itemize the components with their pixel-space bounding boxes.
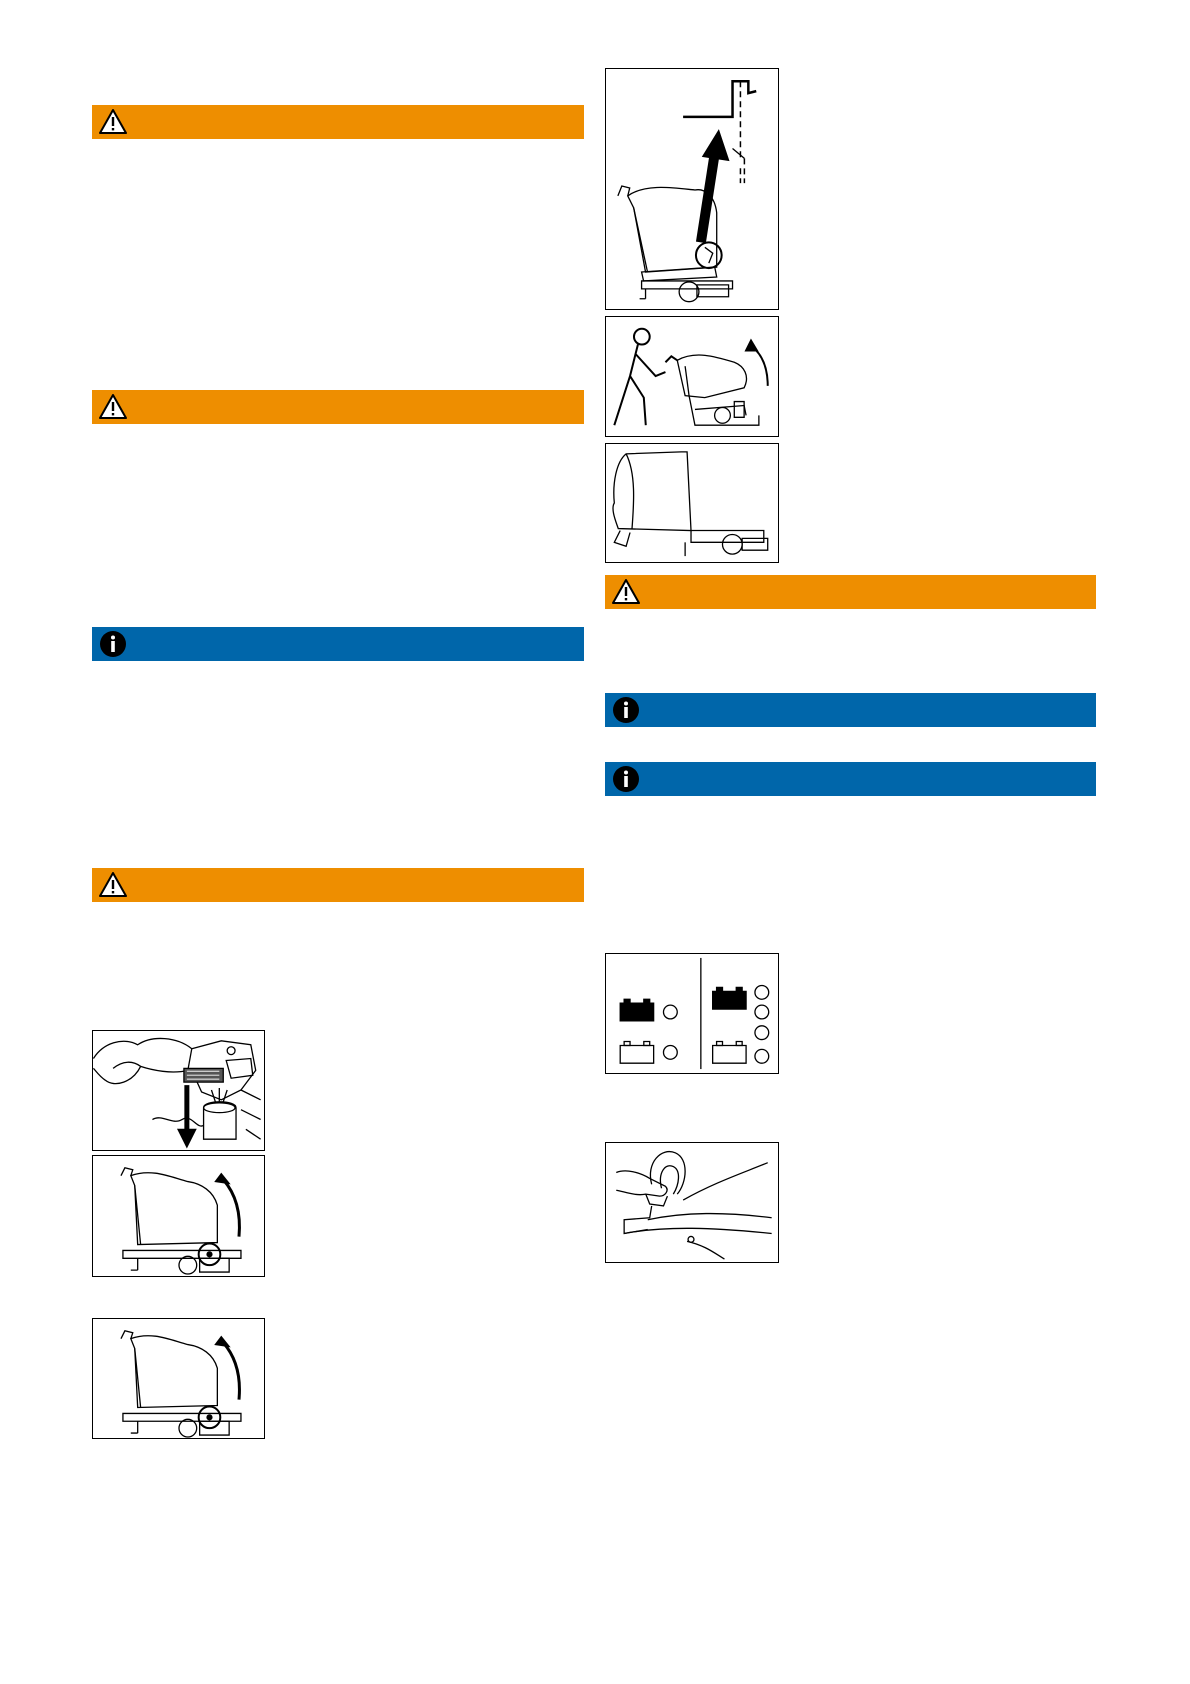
warning-bar-3 (92, 868, 584, 902)
info-bar-1 (92, 627, 584, 661)
warning-triangle-icon (98, 107, 128, 137)
info-icon (611, 695, 641, 725)
warning-bar-2 (92, 390, 584, 424)
warning-triangle-icon (611, 577, 641, 607)
warning-triangle-icon (98, 392, 128, 422)
figure-battery-charge-indicator (605, 953, 779, 1074)
figure-clamp-release (92, 1030, 265, 1151)
info-bar-2 (605, 693, 1096, 727)
warning-bar-4 (605, 575, 1096, 609)
figure-tank-tilt-open-repeat (92, 1318, 265, 1439)
figure-operator-tilting-machine (605, 316, 779, 437)
info-icon (611, 764, 641, 794)
warning-bar-1 (92, 105, 584, 139)
info-icon (98, 629, 128, 659)
figure-machine-tilted-back (605, 443, 779, 563)
figure-tank-tilt-open (92, 1155, 265, 1277)
info-bar-3 (605, 762, 1096, 796)
warning-triangle-icon (98, 870, 128, 900)
figure-handle-grip (605, 1142, 779, 1263)
figure-tank-lift-hoist (605, 68, 779, 310)
